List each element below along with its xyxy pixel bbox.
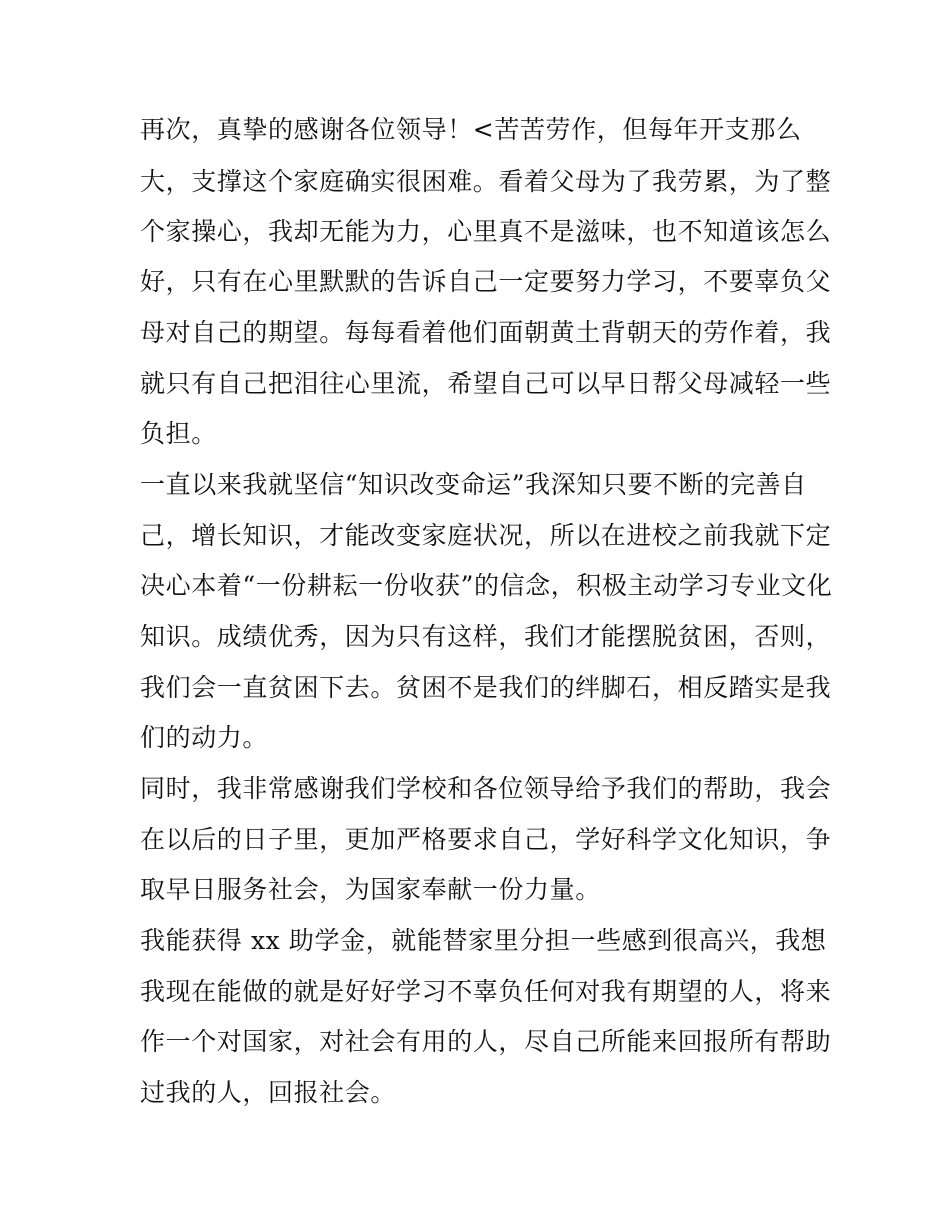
text-line: 我们会一直贫困下去。贫困不是我们的绊脚石，相反踏实是我 [140, 673, 832, 702]
text-line: 同时，我非常感谢我们学校和各位领导给予我们的帮助，我会 [140, 774, 832, 803]
text-line: 决心本着“一份耕耘一份收获”的信念，积极主动学习专业文化 [140, 571, 833, 600]
text-line: 我现在能做的就是好好学习不辜负任何对我有期望的人，将来 [140, 977, 832, 1006]
text-line: 个家操心，我却无能为力，心里真不是滋味，也不知道该怎么 [140, 217, 832, 246]
text-line: 作一个对国家，对社会有用的人，尽自己所能来回报所有帮助 [140, 1027, 832, 1056]
text-line: 取早日服务社会，为国家奉献一份力量。 [140, 875, 601, 904]
text-line: 负担。 [140, 419, 217, 448]
text-line: 一直以来我就坚信“知识改变命运”我深知只要不断的完善自 [140, 470, 807, 499]
text-line: 们的动力。 [140, 723, 269, 752]
text-line: 就只有自己把泪往心里流，希望自己可以早日帮父母减轻一些 [140, 369, 832, 398]
text-line: 在以后的日子里，更加严格要求自己，学好科学文化知识，争 [140, 825, 832, 854]
text-line: 再次，真挚的感谢各位领导！<苦苦劳作，但每年开支那么 [140, 115, 802, 144]
text-line: 大，支撑这个家庭确实很困难。看着父母为了我劳累，为了整 [140, 167, 832, 196]
text-line: 我能获得 xx 助学金，就能替家里分担一些感到很高兴，我想 [140, 926, 827, 955]
text-line: 己，增长知识，才能改变家庭状况，所以在进校之前我就下定 [140, 521, 832, 550]
text-line: 好，只有在心里默默的告诉自己一定要努力学习，不要辜负父 [140, 267, 832, 296]
text-line: 母对自己的期望。每每看着他们面朝黄土背朝天的劳作着，我 [140, 318, 832, 347]
text-line: 知识。成绩优秀，因为只有这样，我们才能摆脱贫困，否则， [140, 622, 832, 651]
text-line: 过我的人，回报社会。 [140, 1078, 397, 1107]
